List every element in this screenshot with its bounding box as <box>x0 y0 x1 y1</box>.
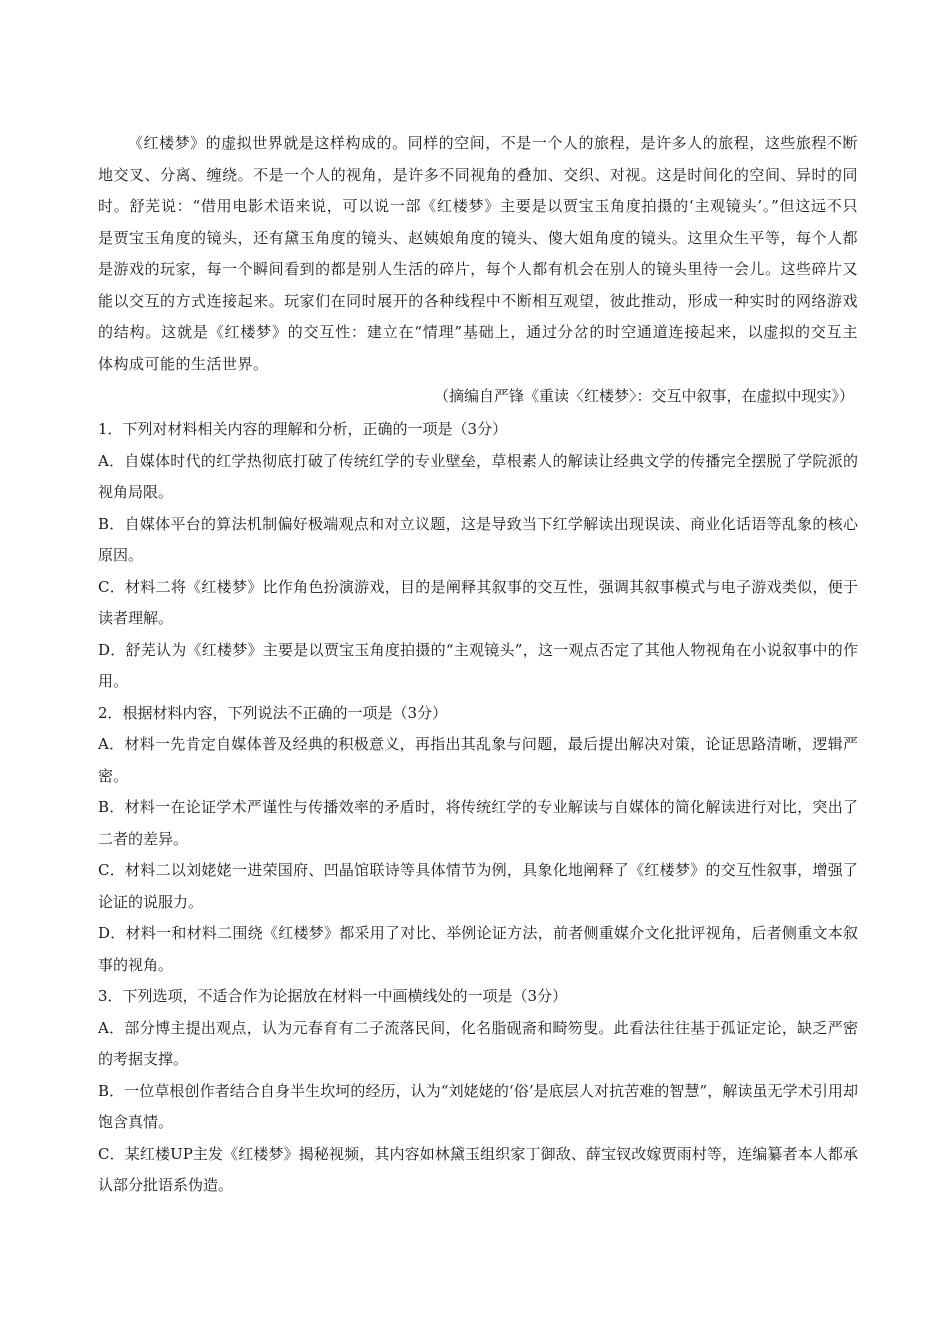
option-c: C．材料二以刘姥姥一进荣国府、凹晶馆联诗等具体情节为例，具象化地阐释了《红楼梦》的交互性叙事，增强了论证的说服力。 <box>98 861 858 911</box>
option-a: A．部分博主提出观点，认为元春育有二子流落民间，化名脂砚斋和畸笏叟。此看法往往基于孤证定论，缺乏严密的考据支撑。 <box>98 1018 858 1068</box>
option-c: C．某红楼UP主发《红楼梦》揭秘视频，其内容如林黛玉组织家丁御敌、薛宝钗改嫁贾雨村等，连编纂者本人都承认部分批语系伪造。 <box>98 1144 858 1194</box>
reading-passage <box>98 128 858 412</box>
option-a: A．自媒体时代的红学热彻底打破了传统红学的专业壁垒，草根素人的解读让经典文学的传播完全摆脱了学院派的视角局限。 <box>98 451 858 501</box>
question-title: 1．下列对材料相关内容的理解和分析，正确的一项是（3分） <box>98 420 508 438</box>
passage-paragraph: 《红楼梦》的虚拟世界就是这样构成的。同样的空间，不是一个人的旅程，是许多人的旅程，这些旅程不断地交叉、分离、缠绕。不是一个人的视角，是许多不同视角的叠加、交织、对视。这是时间化的空间、异时的同时。舒芜说：“借用电影术语来说，可以说一部《红楼梦》主要是以贾宝玉角度拍摄的‘主观镜头’。”但这远不只是贾宝玉角度的镜头，还有黛玉角度的镜头、赵姨娘角度的镜头、傻大姐角度的镜头。这里众生平等，每个人都是游戏的玩家，每一个瞬间看到的都是别人生活的碎片，每个人都有机会在别人的镜头里待一会儿。这些碎片又能以交互的方式连接起来。玩家们在同时展开的各种线程中不断相互观望，彼此推动，形成一种实时的网络游戏的结构。这就是《红楼梦》的交互性：建立在“情理”基础上，通过分岔的时空通道连接起来，以虚拟的交互主体构成可能的生活世界。 <box>98 134 858 373</box>
option-d: D．材料一和材料二围绕《红楼梦》都采用了对比、举例论证方法，前者侧重媒介文化批评视角，后者侧重文本叙事的视角。 <box>98 924 858 974</box>
question-2 <box>98 698 858 982</box>
option-c: C．材料二将《红楼梦》比作角色扮演游戏，目的是阐释其叙事的交互性，强调其叙事模式与电子游戏类似，便于读者理解。 <box>98 577 858 627</box>
option-a: A．材料一先肯定自媒体普及经典的积极意义，再指出其乱象与问题，最后提出解决对策，论证思路清晰，逻辑严密。 <box>98 735 858 785</box>
question-3 <box>98 981 858 1202</box>
question-title: 3．下列选项，不适合作为论据放在材料一中画横线处的一项是（3分） <box>98 987 568 1005</box>
option-b: B．材料一在论证学术严谨性与传播效率的矛盾时，将传统红学的专业解读与自媒体的简化解读进行对比，突出了二者的差异。 <box>98 798 858 848</box>
option-d: D．舒芜认为《红楼梦》主要是以贾宝玉角度拍摄的“主观镜头”，这一观点否定了其他人物视角在小说叙事中的作用。 <box>98 640 858 690</box>
question-1 <box>98 414 858 698</box>
passage-source: （摘编自严锋《重读〈红楼梦〉：交互中叙事，在虚拟中现实》） <box>433 387 854 405</box>
question-title: 2．根据材料内容，下列说法不正确的一项是（3分） <box>98 703 448 722</box>
option-b: B．自媒体平台的算法机制偏好极端观点和对立议题，这是导致当下红学解读出现误读、商业化话语等乱象的核心原因。 <box>98 514 858 564</box>
document-page <box>98 128 858 1202</box>
question-list <box>98 414 858 1202</box>
option-b: B．一位草根创作者结合自身半生坎坷的经历，认为“刘姥姥的‘俗’是底层人对抗苦难的智慧”，解读虽无学术引用却饱含真情。 <box>98 1081 858 1131</box>
